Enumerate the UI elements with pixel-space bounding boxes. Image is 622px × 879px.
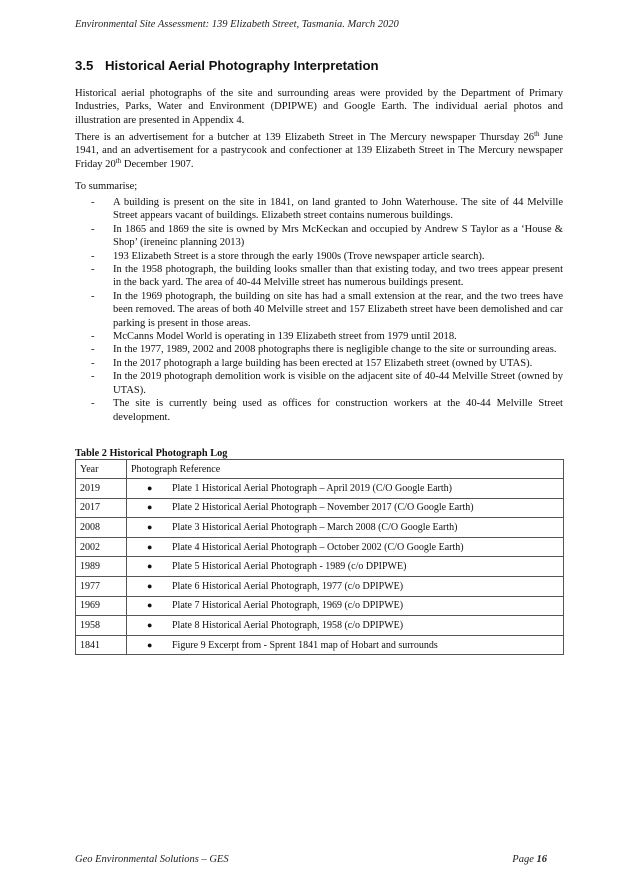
list-item-text: In the 1969 photograph, the building on site has had a small extension at the rear, and the two trees have been removed. The areas of both 40 Melville street and 157 Elizabeth street have been demolished and car parking is present in those areas. xyxy=(113,290,563,329)
reference-cell xyxy=(127,537,564,557)
page-number xyxy=(512,854,547,865)
list-item xyxy=(75,330,563,343)
bullet-icon: ● xyxy=(147,600,153,611)
ordinal-suffix: th xyxy=(115,156,122,165)
section-number: 3.5 xyxy=(75,58,94,73)
list-item-text: In 1865 and 1869 the site is owned by Mrs McKeckan and occupied by Andrew S Taylor as a ‘House & Shop’ (ireneinc planning 2013) xyxy=(113,223,563,249)
list-item xyxy=(75,290,563,330)
table-row xyxy=(76,635,564,655)
year-cell: 2017 xyxy=(76,498,127,518)
year-cell: 1958 xyxy=(76,616,127,636)
advertisement-text-1: There is an advertisement for a butcher at 139 Elizabeth Street in The Mercury newspaper Thursday 26 xyxy=(75,132,535,143)
ordinal-suffix: th xyxy=(534,130,540,138)
list-item xyxy=(75,223,563,250)
list-item-text: In the 2019 photograph demolition work is visible on the adjacent site of 40-44 Melville Street (owned by UTAS). xyxy=(113,371,563,396)
reference-text: Figure 9 Excerpt from - Sprent 1841 map of Hobart and surrounds xyxy=(172,639,438,651)
bullet-icon: ● xyxy=(147,619,153,630)
bullet-dash: - xyxy=(91,331,95,343)
year-cell: 1841 xyxy=(76,635,127,655)
year-cell: 1977 xyxy=(76,576,127,596)
year-cell: 1969 xyxy=(76,596,127,616)
reference-cell xyxy=(127,557,564,577)
reference-text: Plate 3 Historical Aerial Photograph – March 2008 (C/O Google Earth) xyxy=(172,521,458,533)
reference-cell xyxy=(127,498,564,518)
table-row xyxy=(76,616,564,636)
bullet-icon: ● xyxy=(147,580,153,591)
list-item-text: McCanns Model World is operating in 139 Elizabeth street from 1979 until 2018. xyxy=(113,331,457,343)
reference-text: Plate 6 Historical Aerial Photograph, 1977 (c/o DPIPWE) xyxy=(172,580,404,592)
reference-cell xyxy=(127,479,564,499)
table-header-row xyxy=(76,460,564,479)
list-item xyxy=(75,370,563,397)
intro-paragraph: Historical aerial photographs of the site and surrounding areas were provided by the Department of Primary Industries, Parks, Water and Environment (DPIPWE) and Google Earth. The individual aerial photos and illustration are presented in Appendix 4. xyxy=(75,88,563,126)
advertisement-paragraph xyxy=(75,131,563,171)
table-row xyxy=(76,557,564,577)
bullet-dash: - xyxy=(91,250,95,262)
reference-text: Plate 4 Historical Aerial Photograph – October 2002 (C/O Google Earth) xyxy=(172,541,464,553)
bullet-icon: ● xyxy=(147,521,153,532)
bullet-dash: - xyxy=(91,357,95,369)
list-item-text: A building is present on the site in 1841, on land granted to John Waterhouse. The site of 44 Melville Street appears vacant of buildings. Elizabeth street contains numerous buildings. xyxy=(113,197,563,222)
reference-cell xyxy=(127,576,564,596)
list-item xyxy=(75,397,563,424)
reference-text: Plate 1 Historical Aerial Photograph – April 2019 (C/O Google Earth) xyxy=(172,482,452,494)
bullet-dash: - xyxy=(91,371,95,383)
table-row xyxy=(76,479,564,499)
section-title: Historical Aerial Photography Interpretation xyxy=(105,58,379,73)
list-item-text: In the 2017 photograph a large building has been erected at 157 Elizabeth street (owned by UTAS). xyxy=(113,357,533,369)
running-footer: Geo Environmental Solutions – GES xyxy=(75,854,229,865)
bullet-dash: - xyxy=(91,264,95,276)
reference-text: Plate 8 Historical Aerial Photograph, 1958 (c/o DPIPWE) xyxy=(172,619,404,631)
reference-text: Plate 7 Historical Aerial Photograph, 1969 (c/o DPIPWE) xyxy=(172,600,404,612)
advertisement-text-3: December 1907. xyxy=(121,158,194,170)
table-row xyxy=(76,576,564,596)
column-header-year: Year xyxy=(76,460,127,479)
summary-list xyxy=(75,196,563,424)
bullet-dash: - xyxy=(91,290,95,302)
bullet-icon: ● xyxy=(147,561,153,572)
bullet-dash: - xyxy=(91,398,95,410)
running-header: Environmental Site Assessment: 139 Elizabeth Street, Tasmania. March 2020 xyxy=(75,19,399,30)
reference-cell xyxy=(127,616,564,636)
year-cell: 2008 xyxy=(76,518,127,538)
reference-cell xyxy=(127,635,564,655)
list-item xyxy=(75,357,563,370)
list-item-text: In the 1958 photograph, the building looks smaller than that existing today, and two trees appear present in the back yard. The area of 40-44 Melville street has numerous buildings present. xyxy=(113,264,563,289)
bullet-dash: - xyxy=(91,223,95,235)
bullet-icon: ● xyxy=(147,639,153,650)
table-row xyxy=(76,596,564,616)
year-cell: 1989 xyxy=(76,557,127,577)
bullet-icon: ● xyxy=(147,541,153,552)
advertisement-text-2: June 1941, and an advertisement for a pastrycook and confectioner at 139 Elizabeth Street in The Mercury newspaper Friday 20 xyxy=(75,132,563,170)
page-number-value: 16 xyxy=(536,854,547,865)
photograph-log-table xyxy=(75,459,564,655)
summary-lead: To summarise; xyxy=(75,181,138,192)
bullet-icon: ● xyxy=(147,502,153,513)
table-row xyxy=(76,537,564,557)
list-item-text: In the 1977, 1989, 2002 and 2008 photographs there is negligible change to the site or surrounding areas. xyxy=(113,344,557,356)
bullet-dash: - xyxy=(91,344,95,356)
list-item-text: 193 Elizabeth Street is a store through the early 1900s (Trove newspaper article search). xyxy=(113,250,485,262)
bullet-dash: - xyxy=(91,197,95,208)
list-item xyxy=(75,196,563,223)
year-cell: 2019 xyxy=(76,479,127,499)
year-cell: 2002 xyxy=(76,537,127,557)
list-item xyxy=(75,343,563,356)
column-header-reference: Photograph Reference xyxy=(127,460,564,479)
reference-text: Plate 2 Historical Aerial Photograph – November 2017 (C/O Google Earth) xyxy=(172,502,474,514)
reference-text: Plate 5 Historical Aerial Photograph - 1989 (c/o DPIPWE) xyxy=(172,561,407,573)
list-item-text: The site is currently being used as offices for construction workers at the 40-44 Melville Street development. xyxy=(113,398,563,423)
list-item xyxy=(75,263,563,290)
bullet-icon: ● xyxy=(147,482,153,493)
reference-cell xyxy=(127,596,564,616)
page-label: Page xyxy=(512,854,534,865)
reference-cell xyxy=(127,518,564,538)
list-item xyxy=(75,250,563,263)
table-row xyxy=(76,518,564,538)
table-caption: Table 2 Historical Photograph Log xyxy=(75,448,228,459)
section-heading xyxy=(75,58,379,73)
table-row xyxy=(76,498,564,518)
